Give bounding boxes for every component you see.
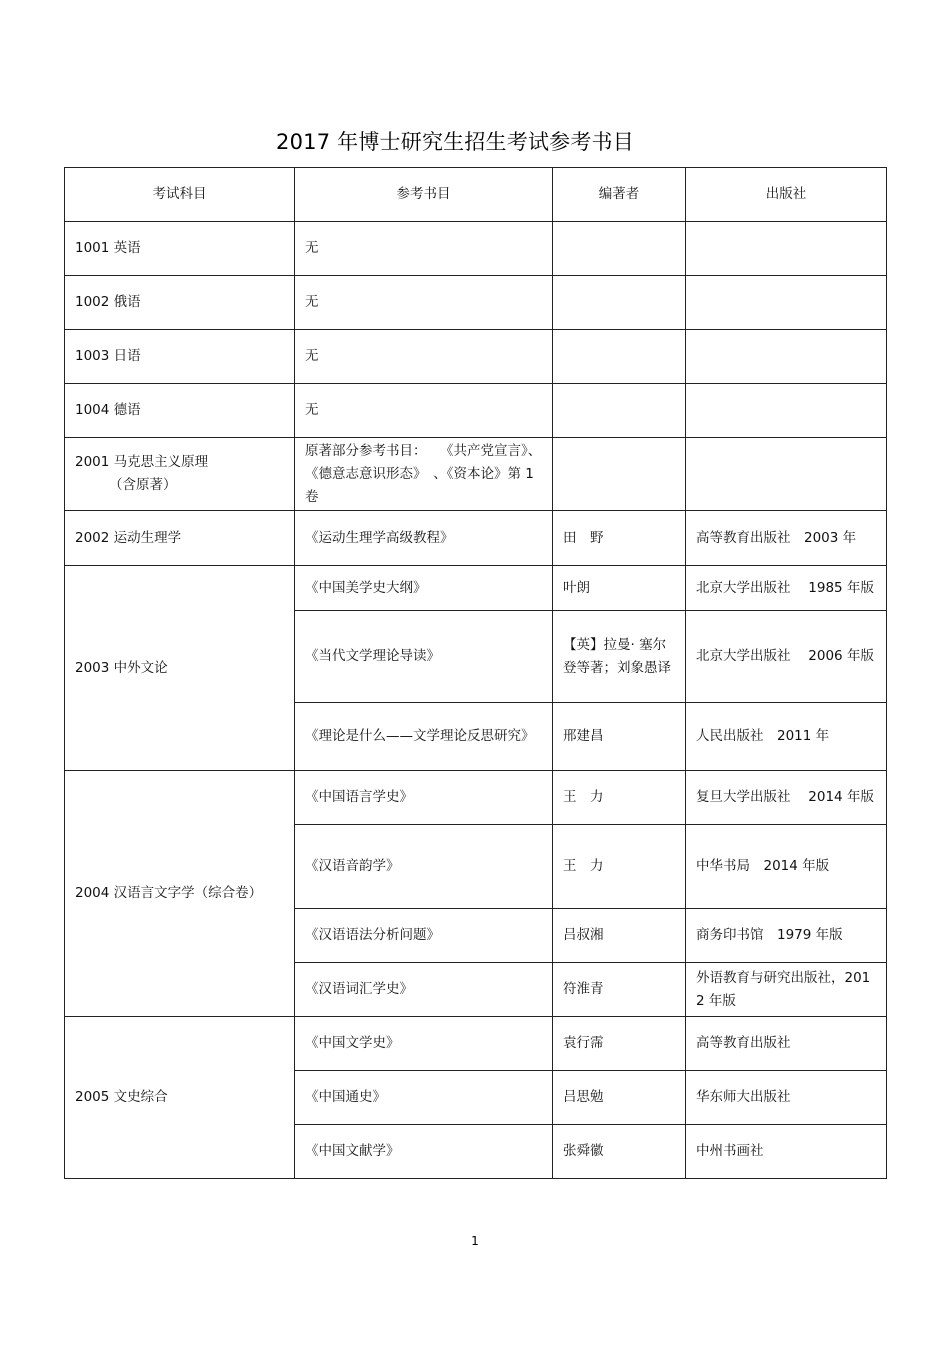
author-cell xyxy=(553,438,686,511)
book-cell: 《理论是什么——文学理论反思研究》 xyxy=(295,703,553,771)
subject-cell: 1004 德语 xyxy=(65,384,295,438)
author-cell: 田 野 xyxy=(553,511,686,566)
publisher-cell xyxy=(686,276,887,330)
book-cell: 《汉语词汇学史》 xyxy=(295,963,553,1017)
book-cell: 原著部分参考书目： 《共产党宣言》、《德意志意识形态》 、《资本论》第 1 卷 xyxy=(295,438,553,511)
author-cell: 张舜徽 xyxy=(553,1125,686,1179)
author-cell: 袁行霈 xyxy=(553,1017,686,1071)
book-cell: 无 xyxy=(295,276,553,330)
table-row xyxy=(65,276,887,330)
book-cell: 《中国文献学》 xyxy=(295,1125,553,1179)
author-cell: 符淮青 xyxy=(553,963,686,1017)
publisher-cell: 中州书画社 xyxy=(686,1125,887,1179)
subject-cell: 2003 中外文论 xyxy=(65,566,295,771)
subject-note: （含原著） xyxy=(109,477,177,493)
book-cell: 无 xyxy=(295,384,553,438)
header-book: 参考书目 xyxy=(295,168,553,222)
header-author: 编著者 xyxy=(553,168,686,222)
publisher-cell: 北京大学出版社 2006 年版 xyxy=(686,611,887,703)
book-cell: 《中国语言学史》 xyxy=(295,771,553,825)
publisher-cell: 中华书局 2014 年版 xyxy=(686,825,887,909)
author-cell: 邢建昌 xyxy=(553,703,686,771)
table-row xyxy=(65,438,887,511)
table-header-row xyxy=(65,168,887,222)
subject-cell: 1003 日语 xyxy=(65,330,295,384)
table-row xyxy=(65,222,887,276)
table-row xyxy=(65,384,887,438)
author-cell xyxy=(553,276,686,330)
author-cell xyxy=(553,222,686,276)
table-row xyxy=(65,771,887,825)
book-cell: 《中国美学史大纲》 xyxy=(295,566,553,611)
author-cell: 【英】拉曼· 塞尔登等著；刘象愚译 xyxy=(553,611,686,703)
book-cell: 无 xyxy=(295,222,553,276)
author-cell xyxy=(553,330,686,384)
author-cell: 吕思勉 xyxy=(553,1071,686,1125)
author-cell: 叶朗 xyxy=(553,566,686,611)
publisher-cell: 华东师大出版社 xyxy=(686,1071,887,1125)
book-cell: 《汉语语法分析问题》 xyxy=(295,909,553,963)
table-row xyxy=(65,1017,887,1071)
reference-books-table xyxy=(64,167,887,1179)
subject-cell: 2002 运动生理学 xyxy=(65,511,295,566)
subject-cell: 1002 俄语 xyxy=(65,276,295,330)
publisher-cell xyxy=(686,438,887,511)
publisher-cell: 人民出版社 2011 年 xyxy=(686,703,887,771)
book-cell: 《汉语音韵学》 xyxy=(295,825,553,909)
subject-cell: 2005 文史综合 xyxy=(65,1017,295,1179)
subject-cell: 1001 英语 xyxy=(65,222,295,276)
book-cell: 《运动生理学高级教程》 xyxy=(295,511,553,566)
book-cell: 《中国通史》 xyxy=(295,1071,553,1125)
author-cell: 吕叔湘 xyxy=(553,909,686,963)
author-cell xyxy=(553,384,686,438)
subject-name: 2001 马克思主义原理 xyxy=(75,454,209,470)
table-row xyxy=(65,511,887,566)
subject-cell: 2004 汉语言文字学（综合卷） xyxy=(65,771,295,1017)
page-number: 1 xyxy=(471,1234,479,1248)
publisher-cell: 商务印书馆 1979 年版 xyxy=(686,909,887,963)
author-cell: 王 力 xyxy=(553,825,686,909)
header-subject: 考试科目 xyxy=(65,168,295,222)
publisher-cell: 复旦大学出版社 2014 年版 xyxy=(686,771,887,825)
publisher-cell xyxy=(686,222,887,276)
publisher-cell: 高等教育出版社 2003 年 xyxy=(686,511,887,566)
book-cell: 无 xyxy=(295,330,553,384)
author-cell: 王 力 xyxy=(553,771,686,825)
publisher-cell xyxy=(686,384,887,438)
page-title: 2017 年博士研究生招生考试参考书目 xyxy=(276,130,634,154)
table-row xyxy=(65,330,887,384)
publisher-cell: 北京大学出版社 1985 年版 xyxy=(686,566,887,611)
publisher-cell xyxy=(686,330,887,384)
book-cell: 《中国文学史》 xyxy=(295,1017,553,1071)
header-publisher: 出版社 xyxy=(686,168,887,222)
publisher-cell: 外语教育与研究出版社，2012 年版 xyxy=(686,963,887,1017)
subject-cell xyxy=(65,438,295,511)
table-row xyxy=(65,566,887,611)
book-cell: 《当代文学理论导读》 xyxy=(295,611,553,703)
publisher-cell: 高等教育出版社 xyxy=(686,1017,887,1071)
